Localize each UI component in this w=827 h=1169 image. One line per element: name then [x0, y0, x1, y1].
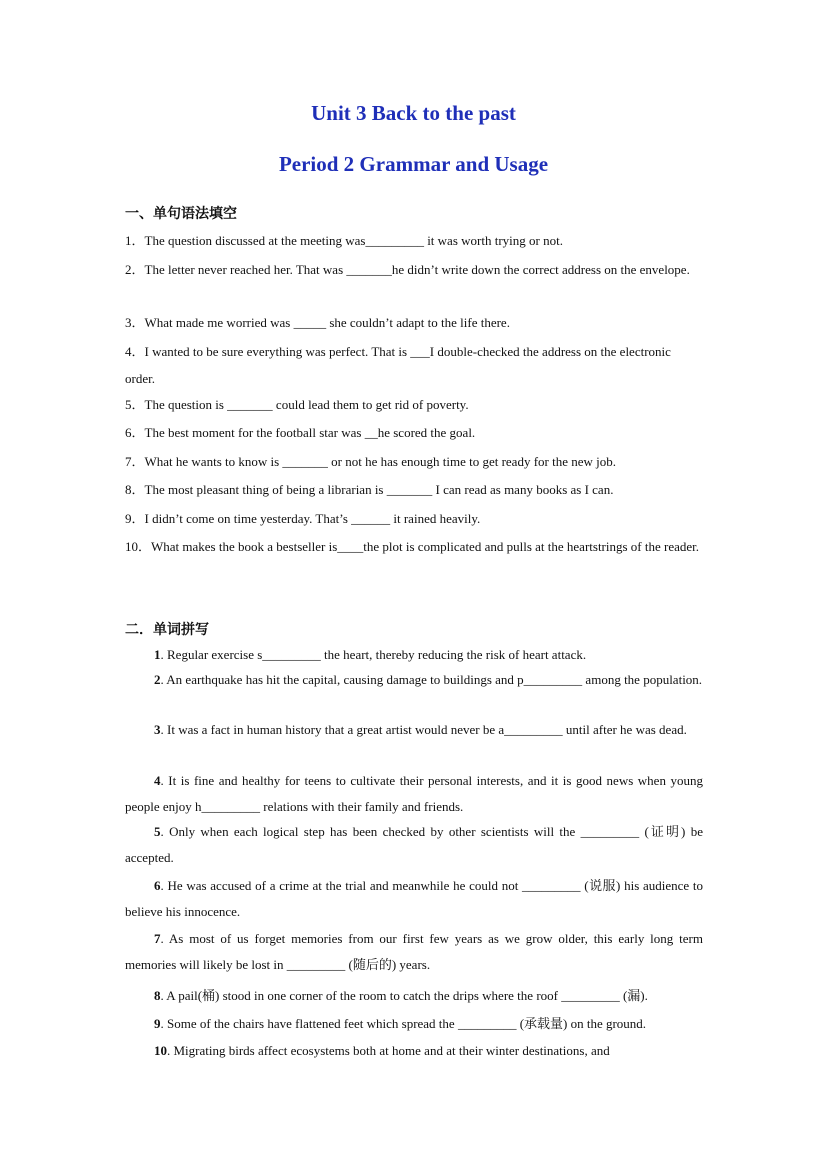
page-subtitle: Period 2 Grammar and Usage	[278, 152, 549, 176]
spelling-item-7: 7. As most of us forget memories from our first few years as we grow older, this early long term memories will likely be lost in _________ (随后的) years.	[125, 931, 703, 972]
exercise-item-10: 10．What makes the book a bestseller is____the plot is complicated and pulls at the heartstrings of the reader.	[125, 539, 700, 554]
spelling-item-2: 2. An earthquake has hit the capital, causing damage to buildings and p_________ among the population.	[154, 672, 703, 687]
page-title: Unit 3 Back to the past	[311, 101, 516, 125]
exercise-item-8: 8．The most pleasant thing of being a librarian is _______ I can read as many books as I can.	[125, 482, 614, 497]
section-heading-word-spelling: 二．单词拼写	[125, 623, 209, 638]
exercise-item-1: 1．The question discussed at the meeting was_________ it was worth trying or not.	[125, 233, 563, 248]
spelling-item-1: 1. Regular exercise s_________ the heart, thereby reducing the risk of heart attack.	[154, 647, 587, 662]
exercise-item-3: 3．What made me worried was _____ she couldn’t adapt to the life there.	[125, 315, 510, 330]
spelling-item-8: 8. A pail(桶) stood in one corner of the room to catch the drips where the roof _________ (漏).	[154, 988, 648, 1003]
spelling-item-6: 6. He was accused of a crime at the trial and meanwhile he could not _________ (说服) his audience to believe his innocence.	[125, 878, 703, 919]
spelling-item-10: 10. Migrating birds affect ecosystems both at home and at their winter destinations, and	[154, 1043, 610, 1058]
section-heading-grammar-fill: 一、单句语法填空	[125, 207, 237, 222]
exercise-item-5: 5．The question is _______ could lead them to get rid of poverty.	[125, 397, 469, 412]
spelling-item-4: 4. It is fine and healthy for teens to cultivate their personal interests, and it is good news when young people enjoy h_________ relations with their family and friends.	[125, 773, 703, 814]
spelling-item-3: 3. It was a fact in human history that a great artist would never be a_________ until after he was dead.	[154, 722, 687, 737]
exercise-item-6: 6．The best moment for the football star was __he scored the goal.	[125, 425, 476, 440]
spelling-item-9: 9. Some of the chairs have flattened feet which spread the _________ (承载量) on the ground.	[154, 1016, 647, 1031]
exercise-item-9: 9．I didn’t come on time yesterday. That’s ______ it rained heavily.	[125, 511, 481, 526]
exercise-item-4: 4．I wanted to be sure everything was perfect. That is ___I double-checked the address on the electronic order.	[125, 344, 671, 386]
spelling-item-5: 5. Only when each logical step has been checked by other scientists will the _________ (证明) be accepted.	[125, 824, 703, 865]
exercise-item-2: 2．The letter never reached her. That was _______he didn’t write down the correct address on the envelope.	[125, 262, 690, 277]
exercise-item-7: 7．What he wants to know is _______ or not he has enough time to get ready for the new job.	[125, 454, 617, 469]
